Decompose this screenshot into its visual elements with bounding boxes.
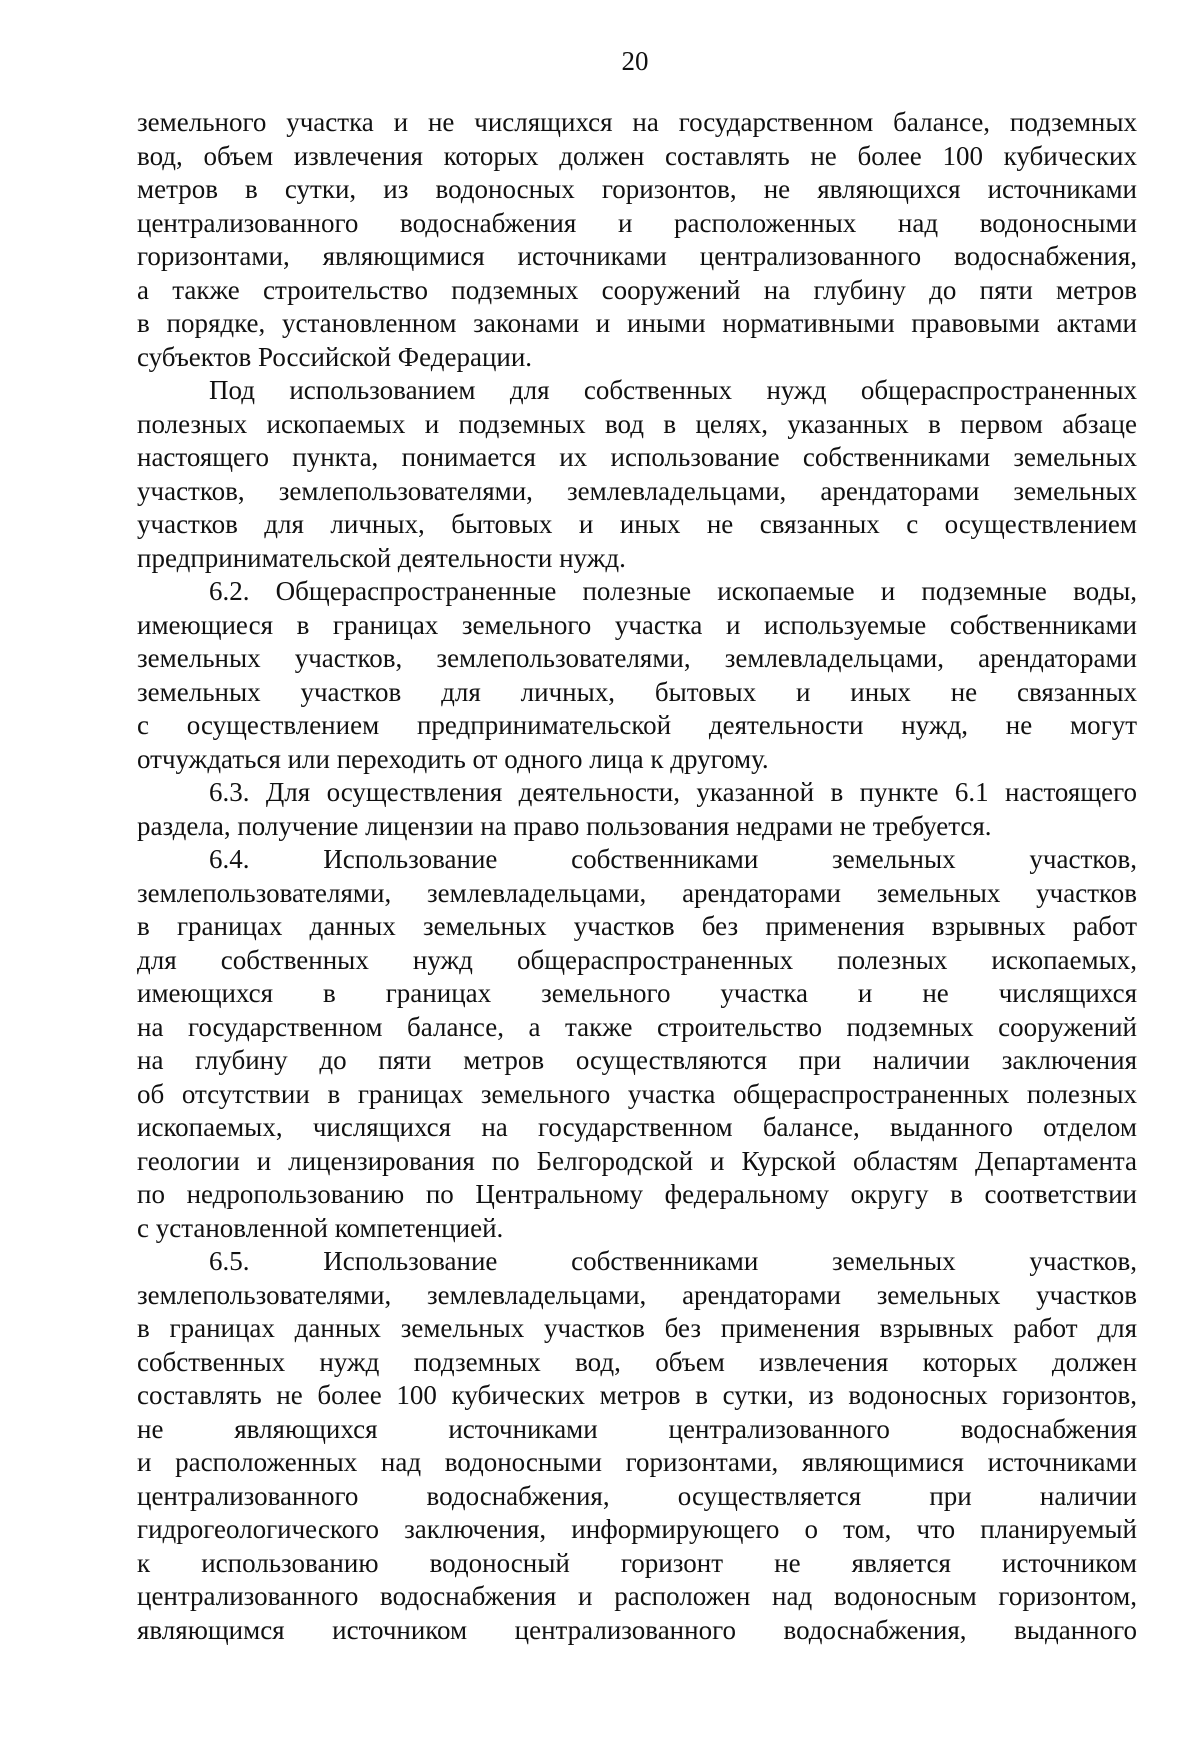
paragraph <box>137 575 1137 776</box>
text-line: централизованного водоснабжения и расположенных над водоносными <box>137 207 1137 238</box>
document-body <box>137 106 1137 1647</box>
text-line: вод, объем извлечения которых должен составлять не более 100 кубических <box>137 140 1137 171</box>
text-line: землепользователями, землевладельцами, арендаторами земельных участков <box>137 1279 1137 1310</box>
text-line: участков для личных, бытовых и иных не связанных с осуществлением <box>137 509 1137 539</box>
text-line: а также строительство подземных сооружений на глубину до пяти метров <box>137 274 1137 305</box>
text-line: предпринимательской деятельности нужд. <box>137 542 626 573</box>
text-line: на государственном балансе, а также строительство подземных сооружений <box>137 1011 1137 1042</box>
text-line: с установленной компетенцией. <box>137 1212 504 1243</box>
text-line: имеющиеся в границах земельного участка и используемые собственниками <box>137 609 1137 640</box>
text-line: земельного участка и не числящихся на государственном балансе, подземных <box>137 107 1137 137</box>
text-line: 6.5. Использование собственниками земельных участков, <box>209 1246 1137 1276</box>
text-line: по недропользованию по Центральному федеральному округу в соответствии <box>137 1179 1137 1209</box>
page-number: 20 <box>621 46 649 76</box>
text-line: на глубину до пяти метров осуществляются при наличии заключения <box>137 1045 1137 1075</box>
text-line: субъектов Российской Федерации. <box>137 341 533 372</box>
text-line: являющимся источником централизованного водоснабжения, выданного <box>137 1614 1137 1645</box>
text-line: землепользователями, землевладельцами, арендаторами земельных участков <box>137 877 1137 908</box>
text-line: не являющихся источниками централизованного водоснабжения <box>137 1413 1137 1444</box>
text-line: метров в сутки, из водоносных горизонтов, не являющихся источниками <box>137 174 1137 204</box>
text-line: Под использованием для собственных нужд общераспространенных <box>209 375 1137 405</box>
text-line: и расположенных над водоносными горизонтами, являющимися источниками <box>137 1447 1137 1477</box>
text-line: ископаемых, числящихся на государственном балансе, выданного отделом <box>137 1112 1137 1142</box>
text-line: отчуждаться или переходить от одного лица к другому. <box>137 743 769 774</box>
text-line: гидрогеологического заключения, информирующего о том, что планируемый <box>137 1514 1137 1544</box>
text-line: 6.2. Общераспространенные полезные ископаемые и подземные воды, <box>209 576 1137 606</box>
text-line: в порядке, установленном законами и иными нормативными правовыми актами <box>137 308 1137 338</box>
text-line: в границах данных земельных участков без применения взрывных работ <box>137 911 1137 941</box>
text-line: горизонтами, являющимися источниками централизованного водоснабжения, <box>137 241 1137 271</box>
text-line: геологии и лицензирования по Белгородской и Курской областям Департамента <box>137 1145 1137 1176</box>
paragraph <box>137 106 1137 374</box>
text-line: в границах данных земельных участков без применения взрывных работ для <box>137 1313 1137 1343</box>
text-line: раздела, получение лицензии на право пользования недрами не требуется. <box>137 810 992 841</box>
text-line: 6.4. Использование собственниками земельных участков, <box>209 844 1137 874</box>
text-line: 6.3. Для осуществления деятельности, указанной в пункте 6.1 настоящего <box>209 777 1137 807</box>
paragraph <box>137 843 1137 1245</box>
text-line: составлять не более 100 кубических метров в сутки, из водоносных горизонтов, <box>137 1380 1137 1410</box>
text-line: участков, землепользователями, землевладельцами, арендаторами земельных <box>137 475 1137 506</box>
paragraph <box>137 374 1137 575</box>
text-line: полезных ископаемых и подземных вод в целях, указанных в первом абзаце <box>137 408 1137 439</box>
text-line: с осуществлением предпринимательской деятельности нужд, не могут <box>137 710 1137 740</box>
text-line: об отсутствии в границах земельного участка общераспространенных полезных <box>137 1078 1137 1109</box>
paragraph <box>137 1245 1137 1647</box>
text-line: для собственных нужд общераспространенных полезных ископаемых, <box>137 944 1137 975</box>
text-line: к использованию водоносный горизонт не является источником <box>137 1547 1137 1578</box>
text-line: централизованного водоснабжения, осуществляется при наличии <box>137 1480 1137 1511</box>
text-line: имеющихся в границах земельного участка и не числящихся <box>137 978 1137 1008</box>
paragraph <box>137 776 1137 843</box>
text-line: централизованного водоснабжения и расположен над водоносным горизонтом, <box>137 1581 1137 1611</box>
text-line: земельных участков для личных, бытовых и иных не связанных <box>137 676 1137 707</box>
text-line: земельных участков, землепользователями, землевладельцами, арендаторами <box>137 643 1137 673</box>
text-line: собственных нужд подземных вод, объем извлечения которых должен <box>137 1346 1137 1377</box>
text-line: настоящего пункта, понимается их использование собственниками земельных <box>137 442 1137 472</box>
